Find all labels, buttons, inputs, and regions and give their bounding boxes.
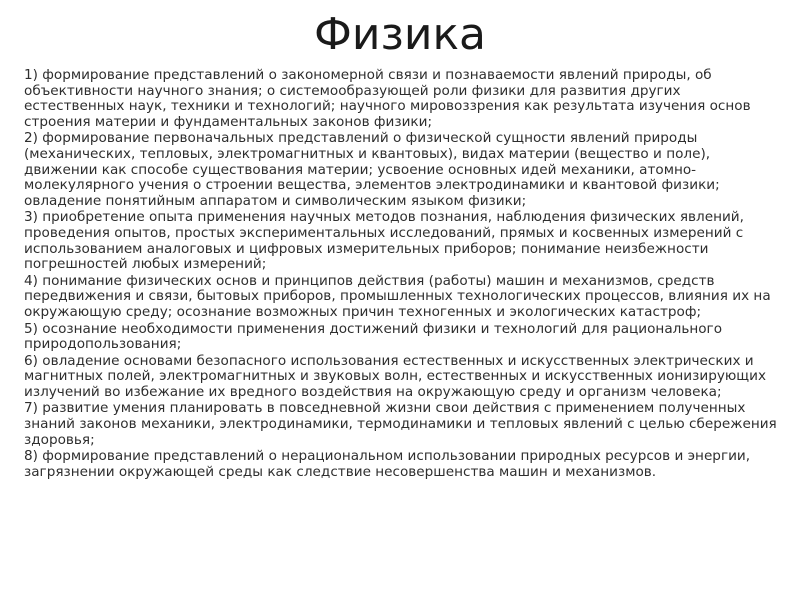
- list-item: 7) развитие умения планировать в повседневной жизни свои действия с применением полученных знаний законов механики, электродинамики, термодинамики и тепловых явлений с целью сбережения здоровья;: [24, 400, 777, 448]
- list-item: 6) овладение основами безопасного использования естественных и искусственных электрических и магнитных полей, электромагнитных и звуковых волн, естественных и искусственных ионизирующих излучений во избежание их вредного воздействия на окружающую среду и организм человека;: [24, 352, 766, 400]
- list-item: 4) понимание физических основ и принципов действия (работы) машин и механизмов, средств передвижения и связи, бытовых приборов, промышленных технологических процессов, влияния их на окружающую среду; осознание возможных причин техногенных и экологических катастроф;: [24, 272, 771, 320]
- objectives-list: [24, 68, 780, 481]
- list-item: 5) осознание необходимости применения достижений физики и технологий для рационального природопользования;: [24, 320, 723, 353]
- slide-title: Физика: [313, 9, 486, 60]
- list-item: 2) формирование первоначальных представлений о физической сущности явлений природы (механических, тепловых, электромагнитных и квантовых), видах материи (вещество и поле), движении как способе существования материи; усвоение основных идей механики, атомно-молекулярного учения о строении вещества, элементов электродинамики и квантовой физики; овладение понятийным аппаратом и символическим языком физики;: [24, 130, 720, 209]
- list-item: 1) формирование представлений о закономерной связи и познаваемости явлений природы, об объективности научного знания; о системообразующей роли физики для развития других естественных наук, техники и технологий; научного мировоззрения как результата изучения основ строения материи и фундаментальных законов физики;: [24, 67, 751, 130]
- list-item: 3) приобретение опыта применения научных методов познания, наблюдения физических явлений, проведения опытов, простых экспериментальных исследований, прямых и косвенных измерений с использованием аналоговых и цифровых измерительных приборов; понимание неизбежности погрешностей любых измерений;: [24, 209, 744, 273]
- list-item: 8) формирование представлений о нерациональном использовании природных ресурсов и энергии, загрязнении окружающей среды как следствие несовершенства машин и механизмов.: [24, 448, 751, 480]
